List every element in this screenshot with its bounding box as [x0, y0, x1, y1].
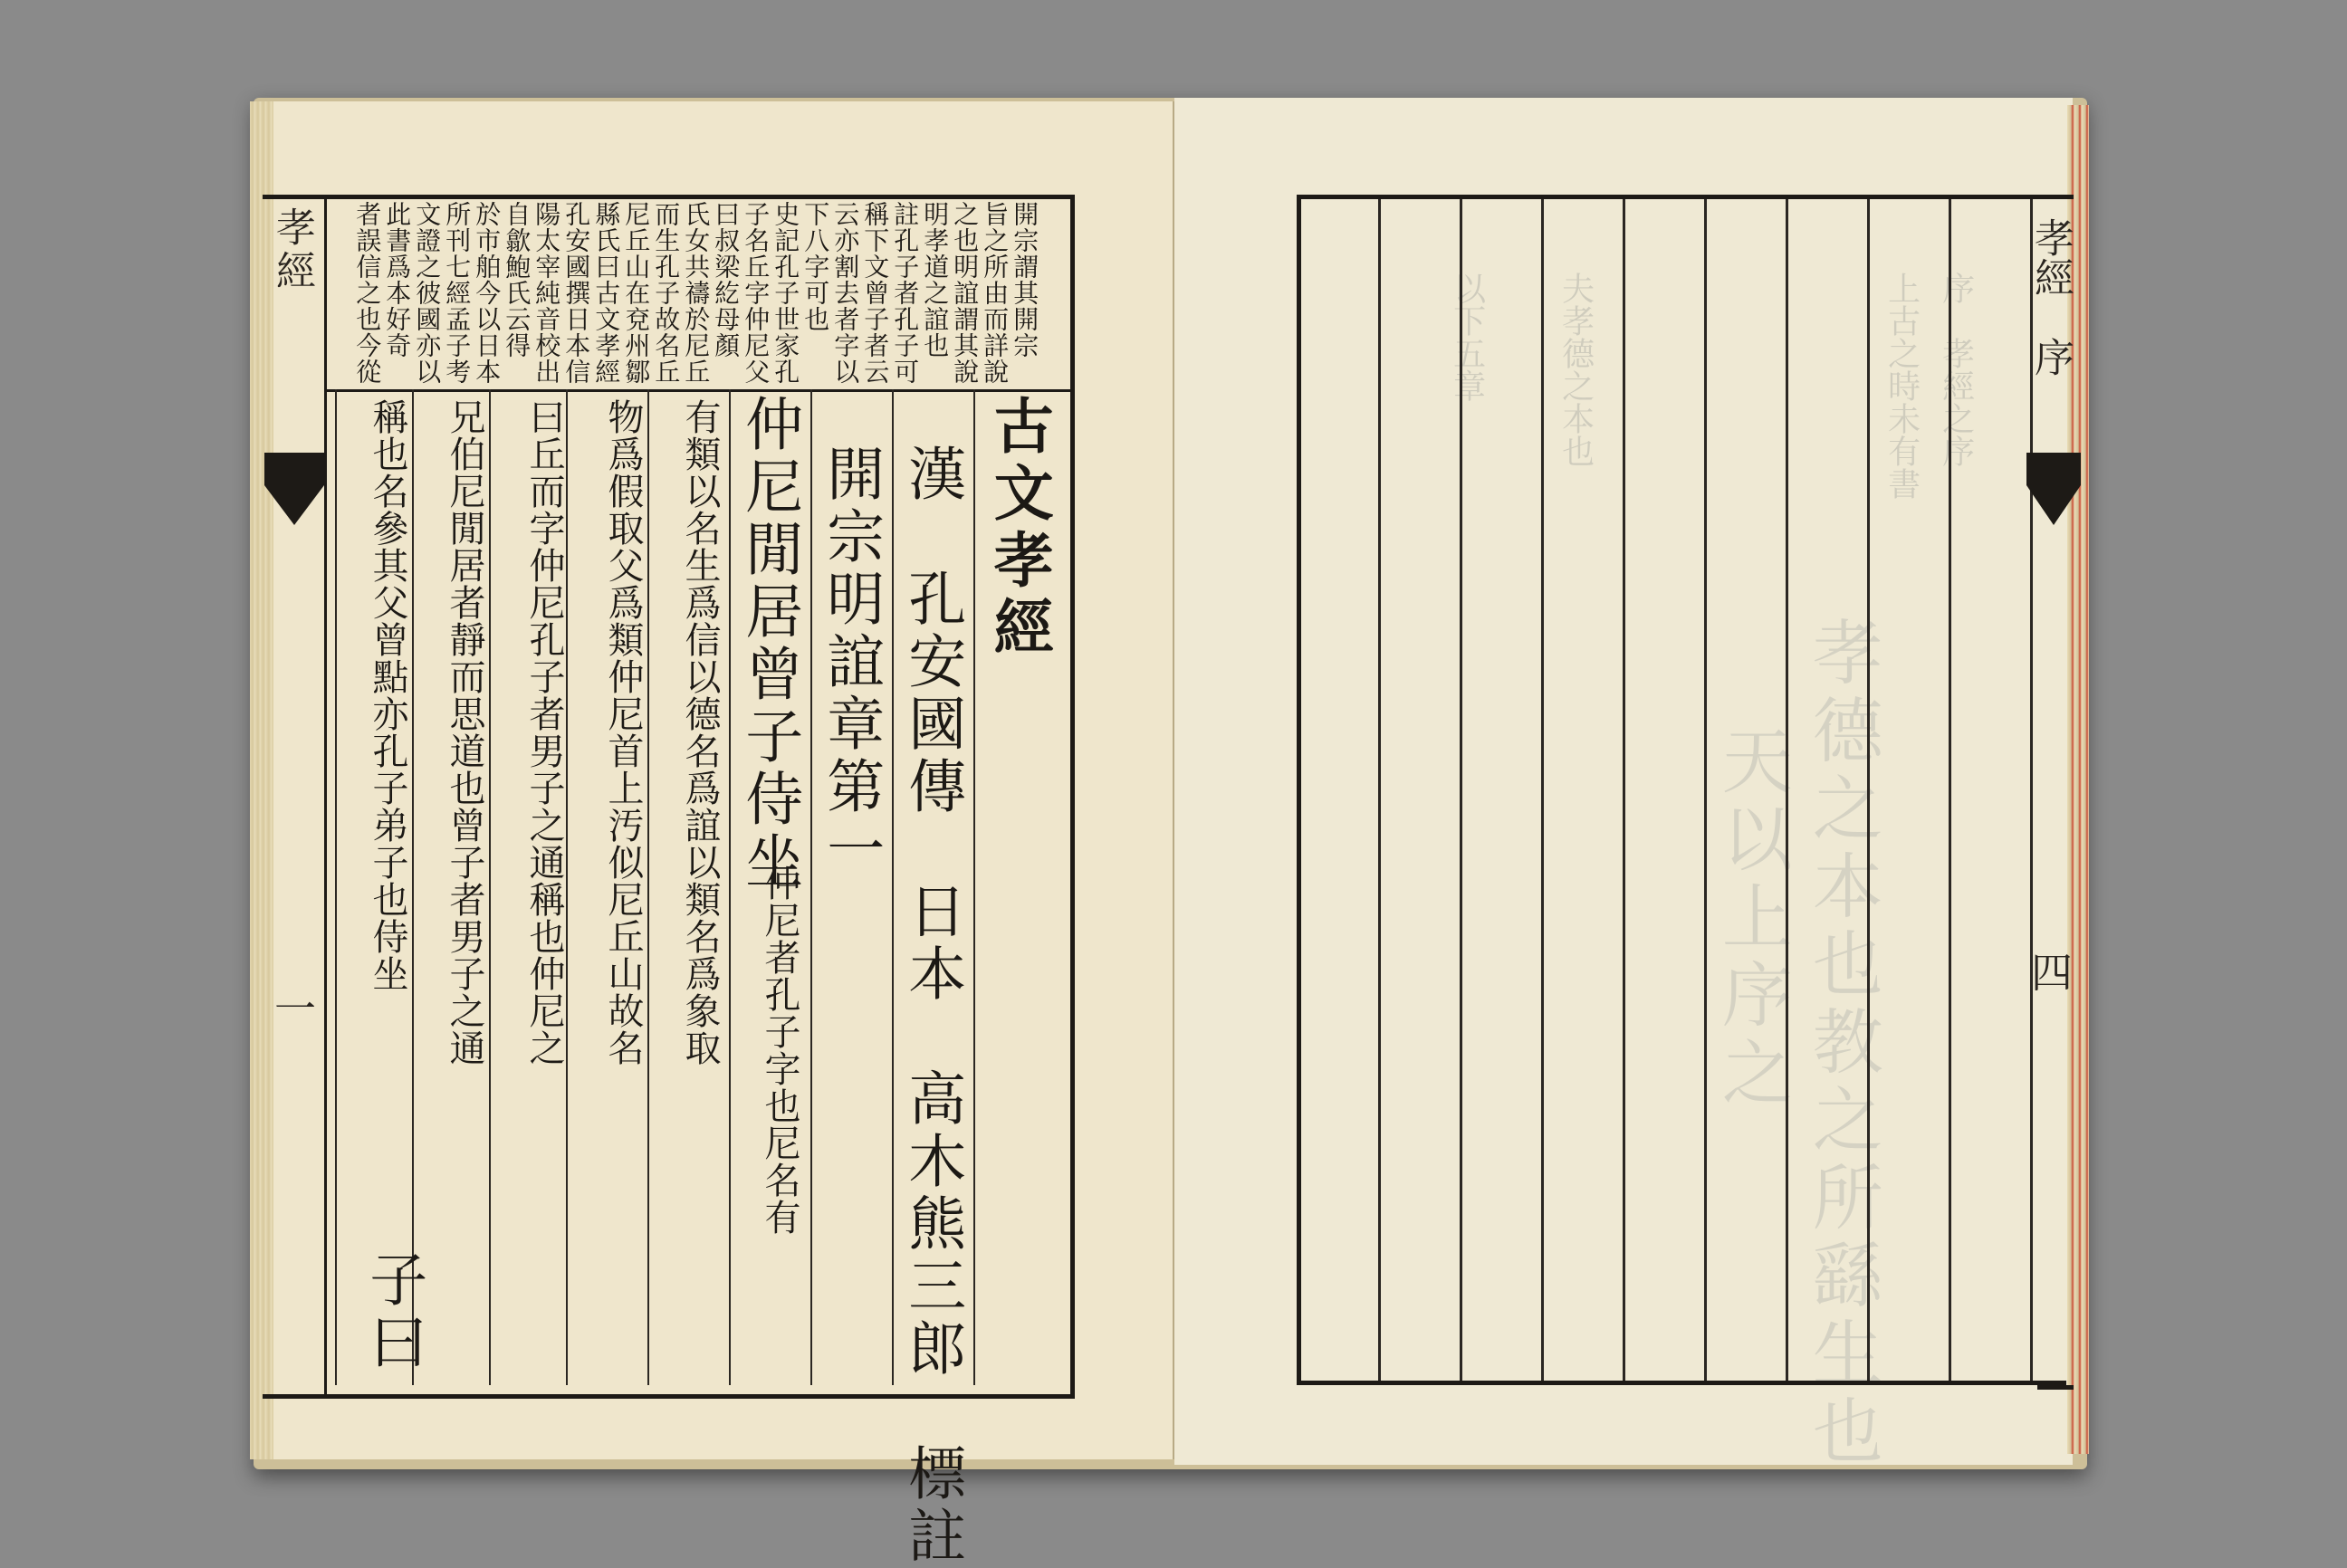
commentary-col: 仲尼者孔子字也尼名有	[759, 865, 800, 1236]
column-rule	[973, 389, 975, 1385]
headnote-col: 開宗謂其開宗	[1010, 201, 1040, 359]
column-line	[1378, 199, 1381, 1381]
headnote-col: 孔安國撰日本信	[561, 201, 592, 385]
show-through-text: 以下五章	[1448, 272, 1486, 402]
show-through-text: 天以上序之	[1710, 724, 1792, 1114]
column-rule	[729, 389, 731, 1385]
left-gutter-title: 孝經	[269, 206, 315, 293]
column-line	[1704, 199, 1707, 1381]
column-rule	[810, 389, 812, 1385]
headnote-col: 云亦割去者字以	[830, 201, 861, 385]
headnote-col: 於市舶今以日本	[472, 201, 503, 385]
column-rule	[335, 389, 337, 1385]
frame-inner-rule	[324, 199, 327, 1394]
headnote-col: 縣氏曰古文孝經	[591, 201, 622, 385]
column-line	[1949, 199, 1951, 1381]
headnote-col: 明孝道之誼也	[920, 201, 951, 359]
headnote-col: 自歙鮑氏云得	[502, 201, 532, 359]
column-rule	[647, 389, 649, 1385]
headnote-col: 尼丘山在兗州鄒	[621, 201, 652, 385]
column-rule	[412, 389, 414, 1385]
headnote-col: 氏女共禱於尼丘	[681, 201, 712, 385]
show-through-text: 孝德之本也教之所繇生也	[1800, 616, 1882, 1472]
column-line	[1623, 199, 1625, 1381]
headnote-col: 子名丘字仲尼父	[741, 201, 771, 385]
show-through-text: 夫孝德之本也	[1557, 272, 1595, 467]
commentary-col: 物爲假取父爲類仲尼首上汚似尼丘山故名	[602, 398, 644, 1066]
headnote-col: 所刊七經孟子考	[442, 201, 473, 385]
attribution: 漢 孔安國傳 日本 高木熊三郎 標註	[898, 444, 966, 1568]
headnote-col: 此書爲本好奇	[382, 201, 413, 359]
column-line	[1786, 199, 1788, 1381]
commentary-col: 曰丘而字仲尼孔子者男子之通稱也仲尼之	[523, 398, 565, 1066]
chapter-heading: 開宗明誼章第一	[817, 444, 885, 881]
headnote-col: 史記孔子世家孔	[771, 201, 801, 385]
headnote-col: 稱下文曾子者云	[860, 201, 891, 385]
headnote-col: 陽太宰純音校出	[532, 201, 562, 385]
headnote-col: 者誤信之也今從	[352, 201, 383, 385]
right-page-number: 四	[2025, 951, 2074, 992]
column-line	[1460, 199, 1462, 1381]
show-through-text: 上古之時未有書	[1882, 272, 1921, 500]
headnote-col: 文證之彼國亦以	[412, 201, 443, 385]
commentary-col: 有類以名生爲信以德名爲誼以類名爲象取	[679, 398, 721, 1066]
headnote-col: 下八字可也	[800, 201, 831, 332]
headnote-col: 旨之所由而詳說	[980, 201, 1011, 385]
main-text-col: 子曰	[359, 1249, 427, 1374]
left-page-number: 一	[268, 987, 317, 1028]
column-rule	[566, 389, 568, 1385]
show-through-text: 序 孝經之序	[1937, 272, 1975, 467]
headnote-col: 曰叔梁紇母顏	[711, 201, 742, 359]
main-text-col: 仲尼閒居曾子侍坐	[735, 394, 803, 894]
headnote-col: 註孔子者孔子可	[890, 201, 921, 385]
commentary-col: 稱也名參其父曾點亦孔子弟子也侍坐	[367, 398, 408, 992]
headnote-col: 而生孔子故名丘	[651, 201, 682, 385]
right-text-frame	[1297, 195, 2066, 1385]
column-rule	[489, 389, 491, 1385]
headnote-rule	[324, 389, 1070, 392]
column-rule	[892, 389, 894, 1385]
column-line	[1541, 199, 1544, 1381]
left-gutter	[263, 195, 292, 1399]
commentary-col: 兄伯尼閒居者靜而思道也曾子者男子之通	[444, 398, 485, 1066]
column-line	[1867, 199, 1870, 1381]
right-gutter-title: 孝經 序	[2027, 217, 2074, 377]
headnote-col: 之也明誼謂其說	[950, 201, 981, 385]
book-title: 古文孝經	[983, 395, 1055, 663]
